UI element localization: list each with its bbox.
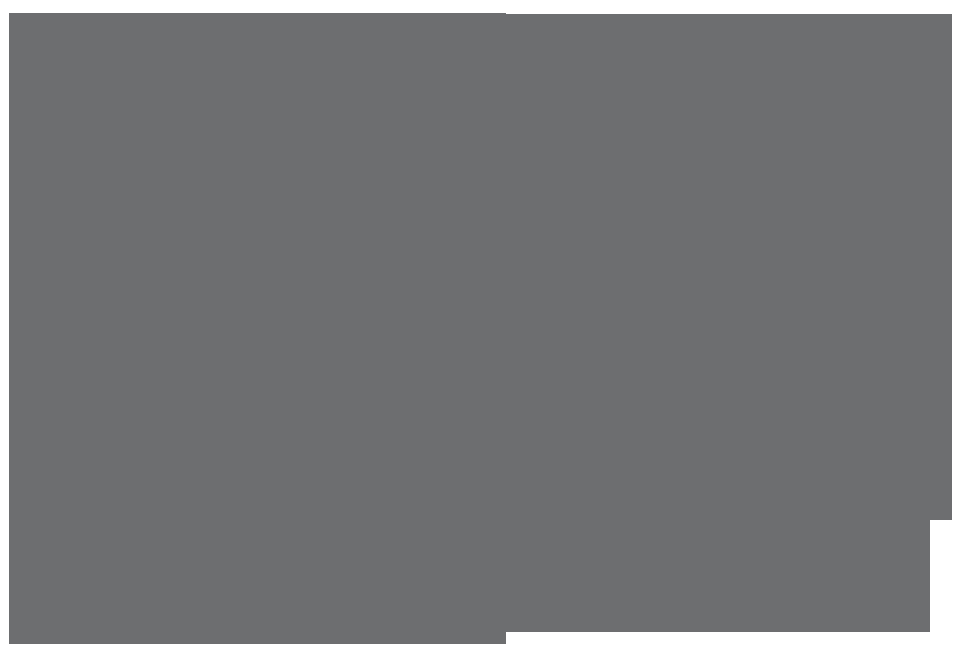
blank-region-bottom-left (0, 644, 506, 660)
blank-region-left-edge (0, 0, 9, 660)
blank-region-bottom-right (506, 632, 960, 660)
blank-region-top-left (0, 0, 506, 13)
blank-region-top-right (506, 0, 960, 14)
obscured-content-area[interactable] (8, 12, 952, 644)
